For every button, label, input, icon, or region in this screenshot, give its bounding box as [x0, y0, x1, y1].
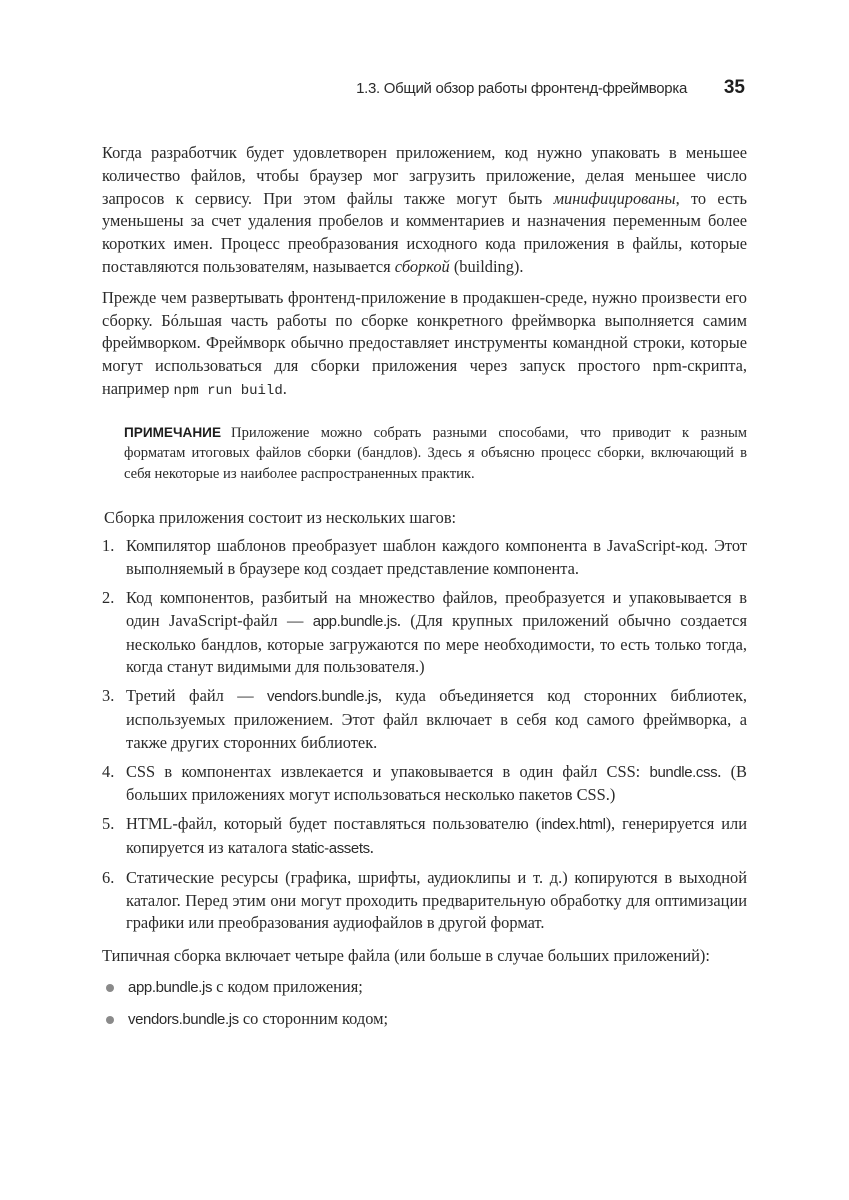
page-number: 35 — [723, 77, 745, 98]
step-text: ), генерируется или копируется из каталога — [126, 814, 747, 857]
code-npm-run-build: npm run build — [173, 382, 283, 399]
paragraph-minification — [102, 142, 747, 279]
text-span: Прежде чем развертывать фронтенд-приложение в продакшен-среде, нужно произвести его сборку. Бóльшая часть работы по сборке конкретного фреймворка выполняется самим фреймворком. Фреймворк обычно предоставляет инструменты командной строки, которые могут использоваться для сборки приложения через запуск простого npm-скрипта, например — [102, 287, 747, 398]
step-number: 1. — [102, 536, 115, 556]
dirname-static-assets: static-assets — [291, 839, 370, 857]
files-intro: Типичная сборка включает четыре файла (или больше в случае больших приложений): — [102, 946, 710, 966]
step-text: . — [369, 837, 374, 857]
step-number: 4. — [102, 761, 115, 781]
step-text: . (В больших приложениях могут использоваться несколько пакетов CSS.) — [126, 761, 747, 805]
page-body — [102, 142, 747, 1039]
text-span: (building). — [449, 256, 524, 276]
filename-index-html: index.html — [541, 816, 606, 834]
running-header — [102, 78, 747, 104]
step-text: , куда объединяется код сторонних библиотек, используемых приложением. Этот файл включает в себя код самого фреймворка, а также других сторонних библиотек. — [126, 686, 748, 752]
term-minified: минифицированы — [553, 188, 676, 208]
bullet-icon — [106, 984, 114, 992]
step-text: Статические ресурсы (графика, шрифты, аудиоклипы и т. д.) копируются в выходной каталог. Перед этим они могут проходить предварительную обработку для оптимизации графики или преобразования аудиофайлов в другой формат. — [126, 867, 747, 933]
text-span: , то есть уменьшены за счет удаления пробелов и комментариев и назначения переменным более коротких имен. Процесс преобразования исходного кода приложения в файлы, которые поставляются пользователям, называется — [102, 188, 748, 276]
step-text: Третий файл — — [126, 686, 268, 706]
running-title: 1.3. Общий обзор работы фронтенд-фреймворка — [356, 80, 687, 97]
step-item — [102, 535, 747, 581]
build-steps-list — [102, 535, 747, 935]
note-box — [124, 423, 747, 485]
file-name: vendors.bundle.js — [128, 1010, 239, 1028]
file-item — [102, 976, 747, 1000]
step-text: CSS в компонентах извлекается и упаковывается в один файл CSS: — [126, 761, 650, 781]
file-name: app.bundle.js — [128, 978, 213, 996]
note-label: ПРИМЕЧАНИЕ — [124, 424, 222, 440]
text-span: . — [282, 378, 287, 398]
step-text: . (Для крупных приложений обычно создается несколько бандлов, которые загружаются по мере необходимости, то есть только тогда, когда станут видимыми для пользователя.) — [126, 610, 747, 677]
step-text: Компилятор шаблонов преобразует шаблон каждого компонента в JavaScript-код. Этот выполняемый в браузере код создает представление компонента. — [126, 536, 747, 579]
note-text: Приложение можно собрать разными способами, что приводит к разным форматам итоговых файлов сборки (бандлов). Здесь я объясню процесс сборки, включающий в себя некоторые из наиболее распространенных практик. — [124, 424, 747, 482]
term-building: сборкой — [394, 256, 450, 276]
step-number: 2. — [102, 587, 115, 607]
paragraph-production-build — [102, 287, 747, 403]
text-span: Когда разработчик будет удовлетворен приложением, код нужно упаковать в меньшее количество файлов, чтобы браузер мог загрузить приложение, делая меньшее число запросов к сервису. При этом файлы также могут быть — [102, 143, 747, 208]
step-text: HTML-файл, который будет поставляться пользователю ( — [126, 814, 542, 834]
step-number: 5. — [102, 814, 115, 834]
step-item — [102, 587, 747, 679]
step-item — [102, 813, 747, 861]
filename-bundle-css: bundle.css — [649, 763, 718, 781]
file-description: со сторонним кодом; — [238, 1008, 389, 1028]
step-item — [102, 867, 747, 935]
step-number: 3. — [102, 686, 115, 706]
step-item — [102, 685, 747, 754]
step-text: Код компонентов, разбитый на множество файлов, преобразуется и упаковывается в один JavaScript-файл — — [126, 587, 747, 630]
step-number: 6. — [102, 867, 115, 887]
build-files-list — [102, 976, 747, 1032]
step-item — [102, 761, 747, 808]
bullet-icon — [106, 1016, 114, 1024]
filename-app-bundle: app.bundle.js — [312, 612, 397, 630]
filename-vendors-bundle: vendors.bundle.js — [267, 688, 378, 706]
file-item — [102, 1008, 747, 1032]
steps-intro: Сборка приложения состоит из нескольких шагов: — [104, 507, 457, 527]
file-description: с кодом приложения; — [212, 976, 363, 996]
